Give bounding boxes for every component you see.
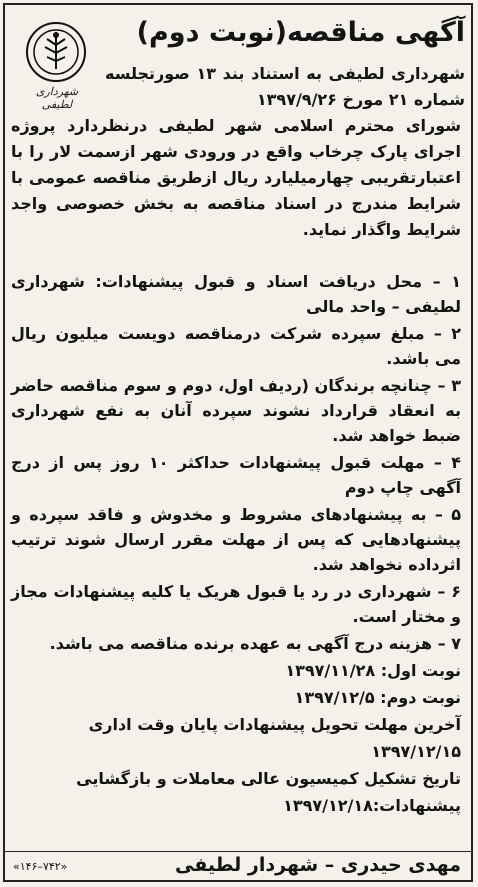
commission-label: تاریخ تشکیل کمیسیون عالی معاملات و بازگشایی: [76, 769, 461, 788]
intro-paragraph-part2: شورای محترم اسلامی شهر لطیفی درنظردارد پروژه اجرای پارک چرخاب واقع در ورودی شهر ازسمت لار را با اعتبارتقریبی چهارمیلیارد ریال ازطریق مناقصه عمومی با شرایط مندرج در اسناد مناقصه به بخش خصوصی واجد شرایط واگذار نماید.: [11, 116, 461, 239]
condition-item-5: ۵ – به پیشنهادهای مشروط و مخدوش و فاقد سپرده و پیشنهادهایی که پس از مهلت مقرر ارسال شوند ترتیب اثرداده نخواهد شد.: [11, 505, 461, 574]
deadline-label: آخرین مهلت تحویل پیشنهادات پایان وقت اداری: [88, 715, 461, 734]
commission-date: پیشنهادات:۱۳۹۷/۱۲/۱۸: [283, 796, 461, 815]
condition-item-2: ۲ – مبلغ سپرده شرکت درمناقصه دویست میلیون ریال می باشد.: [11, 324, 461, 368]
page-title: آگهی مناقصه(نوبت دوم): [136, 17, 465, 48]
logo-caption: شهرداری لطیفی: [35, 85, 79, 111]
condition-item-3: ۳ – چنانچه برندگان (ردیف اول، دوم و سوم مناقصه حاضر به انعقاد قرارداد نشوند سپرده آنان به نفع شهرداری ضبط خواهد شد.: [11, 376, 461, 445]
header: [5, 5, 475, 130]
signatory-name: مهدی حیدری – شهردار لطیفی: [175, 854, 461, 876]
conditions-list: [11, 269, 461, 820]
condition-item-6: ۶ – شهرداری در رد یا قبول هریک یا کلیه پیشنهادات مجاز و مختار است.: [11, 582, 461, 626]
municipality-logo-icon: [25, 21, 87, 83]
first-publication-date: نوبت اول: ۱۳۹۷/۱۱/۲۸: [285, 661, 461, 680]
second-publication-date: نوبت دوم: ۱۳۹۷/۱۲/۵: [294, 688, 461, 707]
condition-item-1: ۱ – محل دریافت اسناد و قبول پیشنهادات: شهرداری لطیفی – واحد مالی: [11, 272, 461, 316]
ad-code: «۱۴۶–۷۴۲»: [13, 860, 68, 873]
advertisement-frame: [3, 3, 473, 882]
deadline-date: ۱۳۹۷/۱۲/۱۵: [371, 742, 461, 761]
condition-item-7: ۷ – هزینه درج آگهی به عهده برنده مناقصه می باشد.: [49, 634, 461, 653]
intro-paragraph-part1: شهرداری لطیفی به استناد بند ۱۳ صورتجلسه شماره ۲۱ مورخ ۱۳۹۷/۹/۲۶: [105, 64, 465, 109]
signature-block: [5, 851, 471, 882]
condition-item-4: ۴ – مهلت قبول پیشنهادات حداکثر ۱۰ روز پس از درج آگهی چاپ دوم: [11, 453, 462, 497]
